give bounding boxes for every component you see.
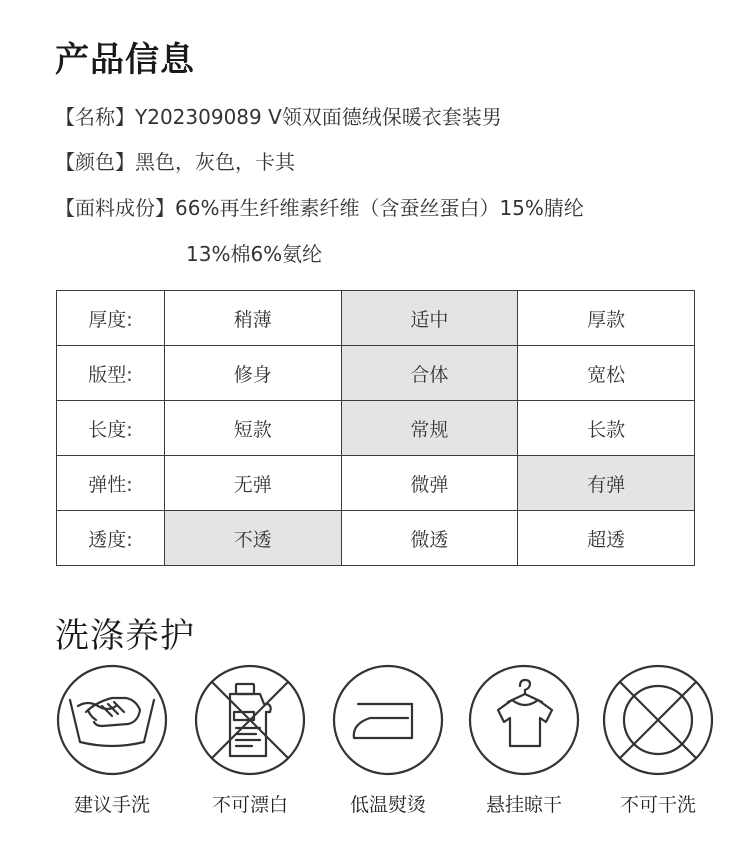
care-label-no-dry-clean: 不可干洗 — [619, 794, 696, 816]
name-line — [55, 101, 502, 130]
spec-option-selected: 不透 — [164, 511, 341, 566]
spec-row — [57, 346, 695, 401]
fabric-line — [55, 192, 584, 221]
spec-option: 超透 — [518, 511, 695, 566]
color-value: 黑色，灰色，卡其 — [135, 150, 295, 174]
spec-row — [57, 401, 695, 456]
hand-wash-icon — [56, 664, 168, 776]
spec-option: 修身 — [164, 346, 341, 401]
spec-row — [57, 291, 695, 346]
spec-option: 短款 — [164, 401, 341, 456]
fabric-value: 66%再生纤维素纤维（含蚕丝蛋白）15%腈纶 — [175, 196, 584, 220]
care-label-hang-dry: 悬挂晾干 — [485, 794, 562, 816]
spec-row-label: 厚度: — [57, 291, 165, 346]
fabric-label: 【面料成份】 — [55, 196, 175, 220]
spec-row-label: 弹性: — [57, 456, 165, 511]
fabric-value-continued: 13%棉6%氨纶 — [186, 242, 323, 266]
name-value: Y202309089 V领双面德绒保暖衣套装男 — [135, 105, 502, 129]
no-dry-clean-icon — [602, 664, 714, 776]
spec-option: 稍薄 — [164, 291, 341, 346]
spec-row — [57, 511, 695, 566]
care-label-hand-wash: 建议手洗 — [73, 794, 150, 816]
low-iron-icon — [332, 664, 444, 776]
spec-option-selected: 常规 — [341, 401, 518, 456]
care-label-low-iron: 低温熨烫 — [349, 794, 426, 816]
color-line — [55, 146, 295, 175]
spec-row-label: 长度: — [57, 401, 165, 456]
care-label-no-bleach: 不可漂白 — [211, 794, 288, 816]
color-label: 【颜色】 — [55, 150, 135, 174]
spec-row-label: 版型: — [57, 346, 165, 401]
spec-row — [57, 456, 695, 511]
no-bleach-icon — [194, 664, 306, 776]
hang-dry-icon — [468, 664, 580, 776]
name-label: 【名称】 — [55, 105, 135, 129]
spec-option: 无弹 — [164, 456, 341, 511]
spec-option-selected: 有弹 — [518, 456, 695, 511]
spec-option-selected: 适中 — [341, 291, 518, 346]
spec-option: 微弹 — [341, 456, 518, 511]
spec-option: 宽松 — [518, 346, 695, 401]
spec-option: 微透 — [341, 511, 518, 566]
spec-option: 长款 — [518, 401, 695, 456]
spec-table — [56, 290, 695, 566]
spec-option-selected: 合体 — [341, 346, 518, 401]
spec-row-label: 透度: — [57, 511, 165, 566]
product-info-heading: 产品信息 — [55, 40, 195, 80]
care-heading: 洗涤养护 — [55, 616, 195, 656]
spec-option: 厚款 — [518, 291, 695, 346]
